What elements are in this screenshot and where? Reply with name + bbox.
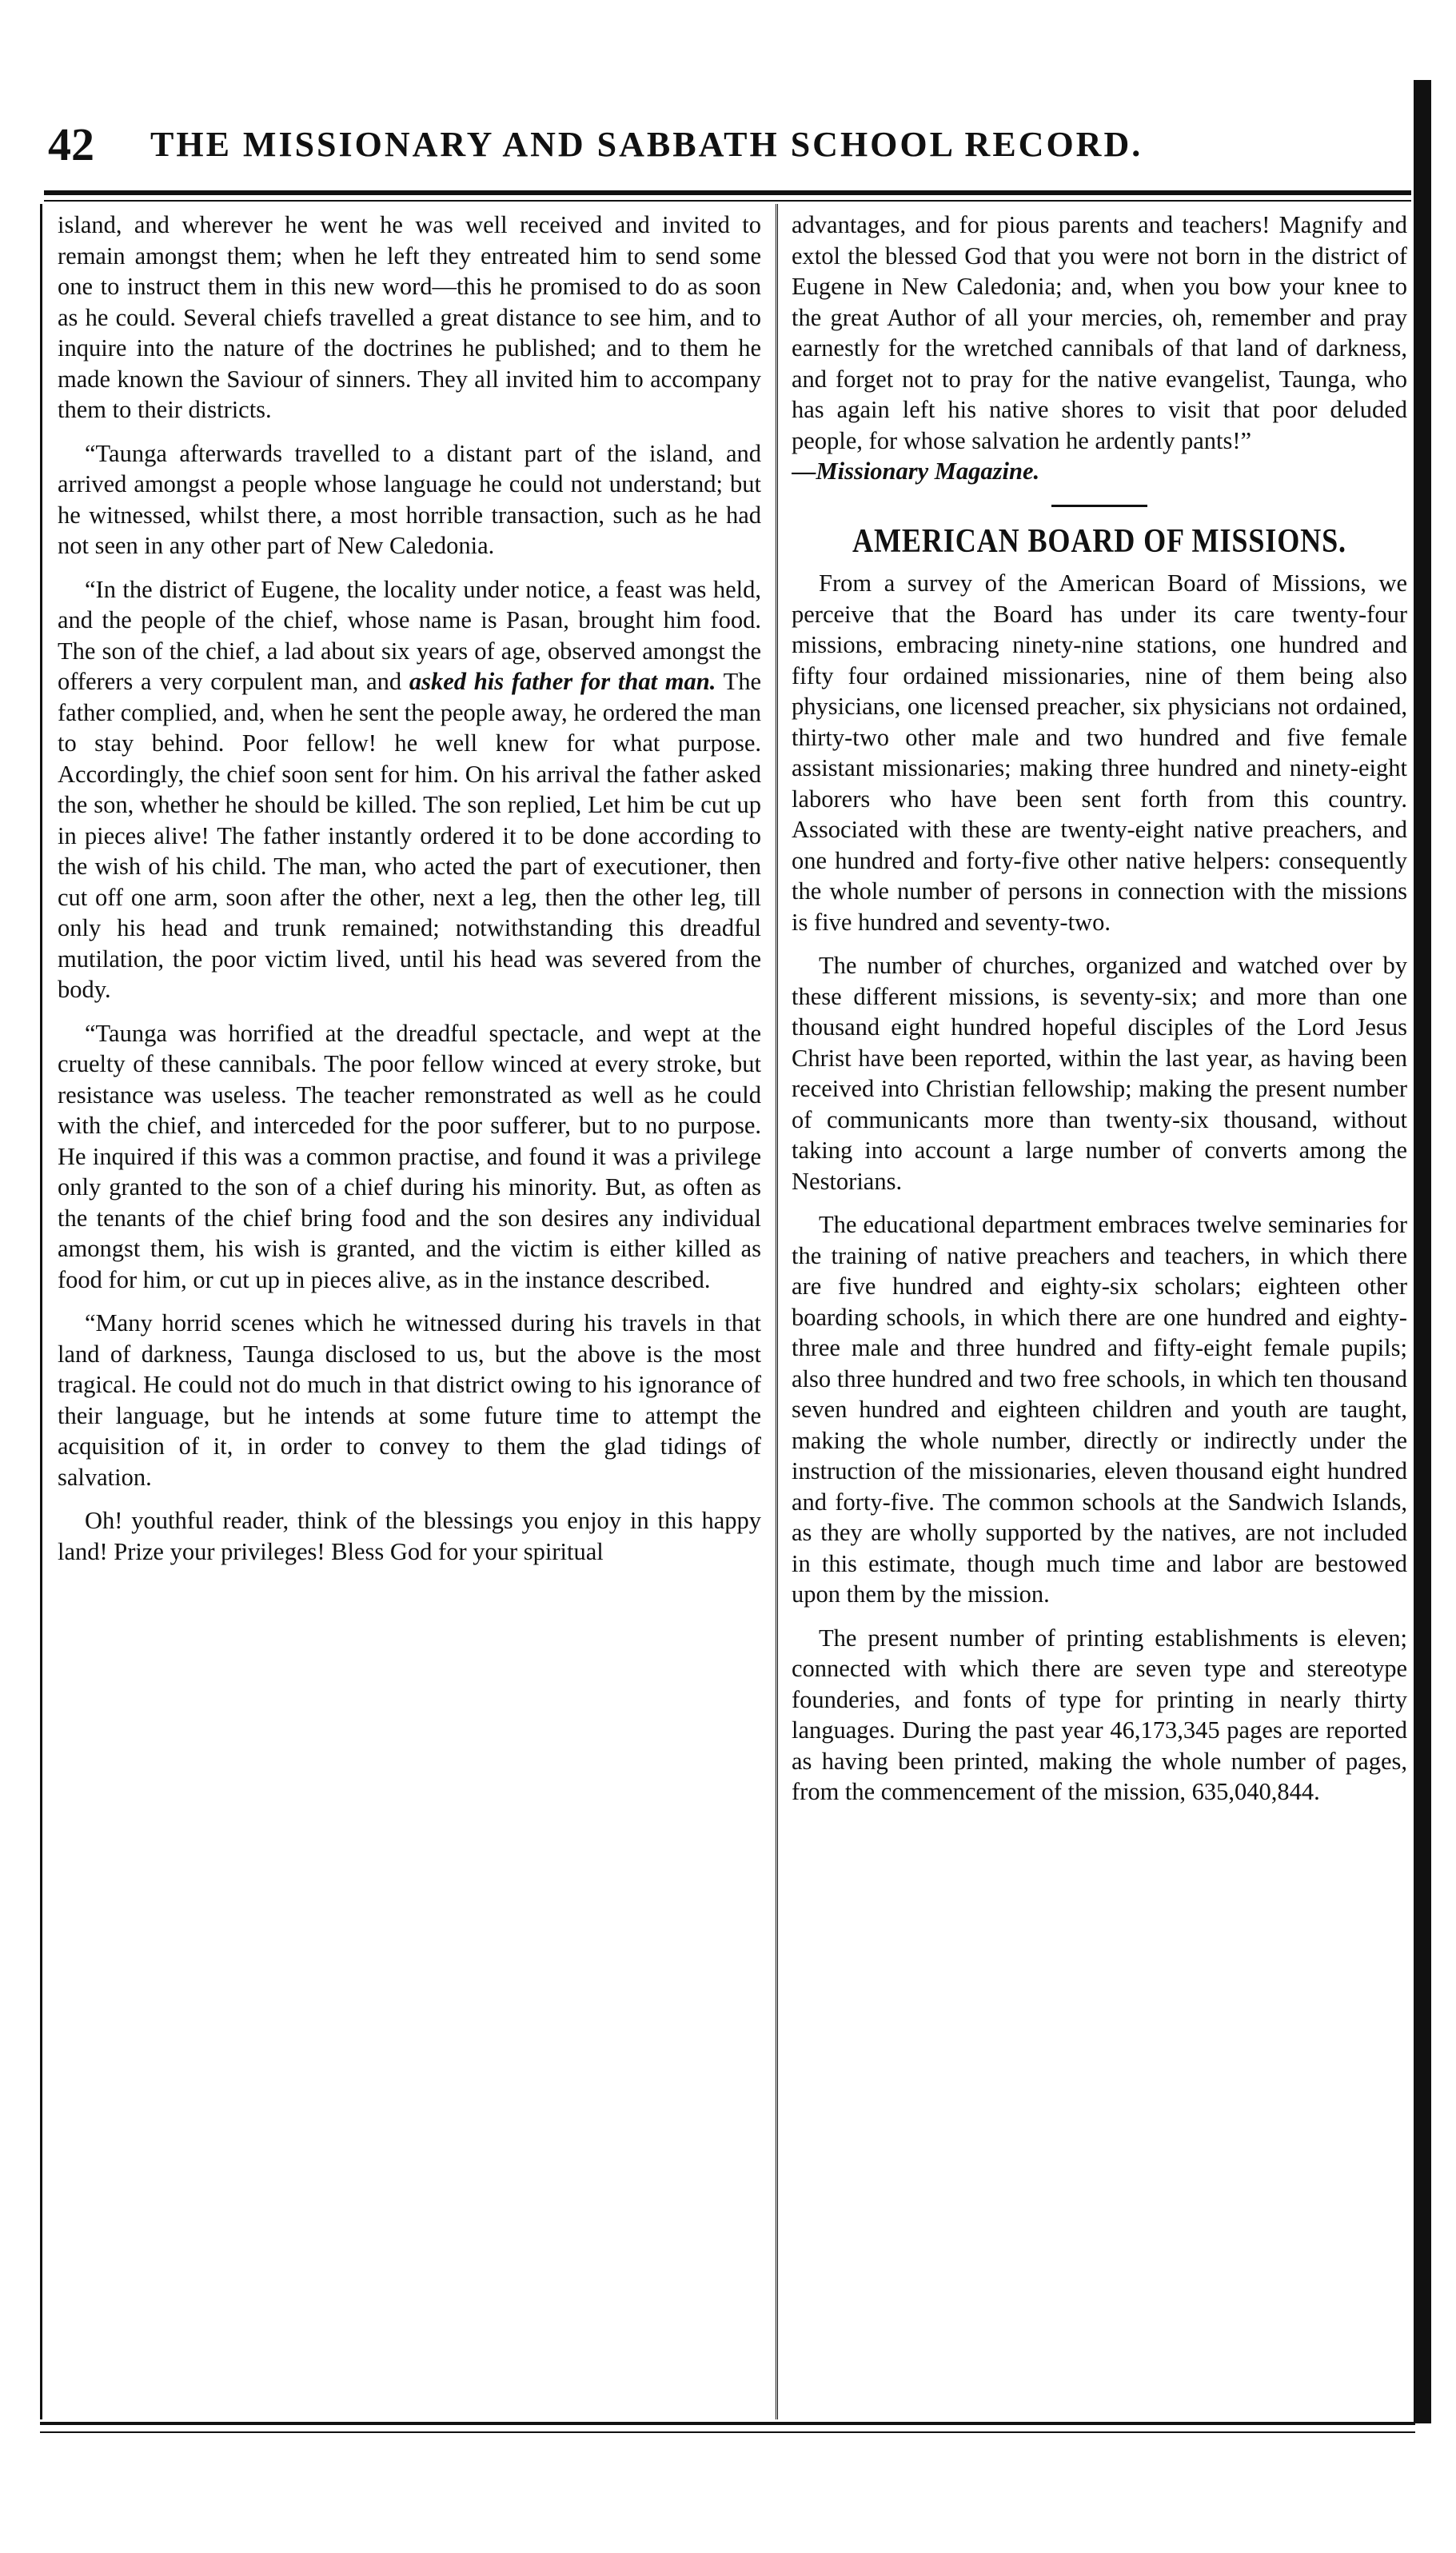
source-citation: —Missionary Magazine.	[792, 457, 1040, 485]
page-number: 42	[48, 118, 94, 170]
right-column	[792, 210, 1407, 2417]
right-paragraph-2: From a survey of the American Board of Missions, we perceive that the Board has under its care twenty-four missions, embracing ninety-nine stations, one hundred and fifty four ordained missionaries, nine of them being also physicians, one licensed preacher, six physicians not ordained, thirty-two other male and two hundred and five female assistant missionaries; making three hundred and ninety-eight laborers who have been sent forth from this country. Associated with these are twenty-eight native preachers, and one hundred and forty-five other native helpers: consequently the whole number of persons in connection with the missions is five hundred and seventy-two.	[792, 569, 1407, 936]
right-paragraph-4: The educational department embraces twelve seminaries for the training of native preachers and teachers, in which there are five hundred and eighty-six scholars; eighteen other boarding schools, in which there are one hundred and eighty-three male and three hundred and fifty-eight female pupils; also three hundred and two free schools, in which ten thousand seven hundred and eighteen children and youth are taught, making the whole number, directly or indirectly under the instruction of the missionaries, eleven thousand eight hundred and forty-five. The common schools at the Sandwich Islands, as they are wholly supported by the natives, are not included in this estimate, though much time and labor are bestowed upon them by the mission.	[792, 1211, 1407, 1608]
running-title: THE MISSIONARY AND SABBATH SCHOOL RECORD.	[150, 124, 1143, 164]
page-header	[48, 108, 1399, 180]
footer-rule	[40, 2422, 1415, 2425]
left-paragraph-1: island, and wherever he went he was well received and invited to remain amongst them; when he left they entreated him to send some one to instruct them in this new word—this he promised to do as soon as he could. Several chiefs travelled a great distance to see him, and to inquire into the nature of the doctrines he published; and to them he made known the Saviour of sinners. They all invited him to accompany them to their districts.	[58, 211, 761, 423]
left-paragraph-4: “Taunga was horrified at the dreadful spectacle, and wept at the cruelty of these cannibals. The poor fellow winced at every stroke, but resistance was useless. The teacher remonstrated as well as he could with the chief, and interceded for the poor sufferer, but to no purpose. He inquired if this was a common practise, and found it was a privilege only granted to the son of a chief during his minority. But, as often as the tenants of the chief bring food and the son desires any individual amongst them, his wish is granted, and the victim is either killed as food for him, or cut up in pieces alive, as in the instance described.	[58, 1019, 761, 1293]
right-paragraph-5: The present number of printing establishments is eleven; connected with which there are seven type and stereotype founderies, and fonts of type for printing in nearly thirty languages. During the past year 46,173,345 pages are reported as having been printed, making the whole number of pages, from the commencement of the mission, 635,040,844.	[792, 1624, 1407, 1805]
left-paragraph-3-italic: asked his father for that man.	[409, 668, 716, 695]
header-rule-thin	[44, 200, 1411, 202]
footer-rule-thin	[40, 2431, 1415, 2433]
left-paragraph-2: “Taunga afterwards travelled to a distant part of the island, and arrived amongst a people whose language he could not understand; but he witnessed, whilst there, a most horrible transaction, such as he had not seen in any other part of New Caledonia.	[58, 439, 761, 559]
column-divider	[776, 204, 778, 2419]
left-paragraph-6: Oh! youthful reader, think of the blessings you enjoy in this happy land! Prize your privileges! Bless God for your spiritual	[58, 1507, 761, 1565]
section-title: AMERICAN BOARD OF MISSIONS.	[852, 522, 1346, 560]
left-paragraph-3-part-b: The father complied, and, when he sent the people away, he ordered the man to stay behind. Poor fellow! he well knew for what purpose. Accordingly, the chief soon sent for him. On his arrival the father asked the son, whether he should be killed. The son replied, Let him be cut up in pieces alive! The father instantly ordered it to be done according to the wish of his child. The man, who acted the part of executioner, then cut off one arm, soon after the other, next a leg, then the other leg, till only his head and trunk remained; notwithstanding this dreadful mutilation, the poor victim lived, until his head was severed from the body.	[58, 668, 761, 1003]
left-paragraph-3	[58, 574, 761, 1005]
left-paragraph-3-part-a: “In the district of Eugene, the locality under notice, a feast was held, and the people of the chief, whose name is Pasan, brought him food. The son of the chief, a lad about six years of age, observed amongst the offerers a very corpulent man, and	[58, 575, 761, 695]
left-column	[58, 210, 761, 2417]
left-paragraph-5: “Many horrid scenes which he witnessed during his travels in that land of darkness, Taunga disclosed to us, but the above is the most tragical. He could not do much in that district owing to his ignorance of their language, but he intends at some future time to attempt the acquisition of it, in order to convey to them the glad tidings of salvation.	[58, 1309, 761, 1491]
right-paragraph-1: advantages, and for pious parents and teachers! Magnify and extol the blessed God that you were not born in the district of Eugene in New Caledonia; and, when you bow your knee to the great Author of all your mercies, oh, remember and pray earnestly for the wretched cannibals of that land of darkness, and forget not to pray for the native evangelist, Taunga, who has again left his native shores to visit that poor deluded people, for whose salvation he ardently pants!”	[792, 211, 1407, 454]
page-edge-bar	[1414, 80, 1431, 2423]
header-rule	[44, 190, 1411, 195]
left-border-rule	[40, 204, 42, 2419]
section-separator	[1051, 505, 1147, 507]
right-paragraph-3: The number of churches, organized and watched over by these different missions, is seventy-six; and more than one thousand eight hundred hopeful disciples of the Lord Jesus Christ have been reported, within the last year, as having been received into Christian fellowship; making the present number of communicants more than twenty-six thousand, without taking into account a large number of converts among the Nestorians.	[792, 952, 1407, 1195]
